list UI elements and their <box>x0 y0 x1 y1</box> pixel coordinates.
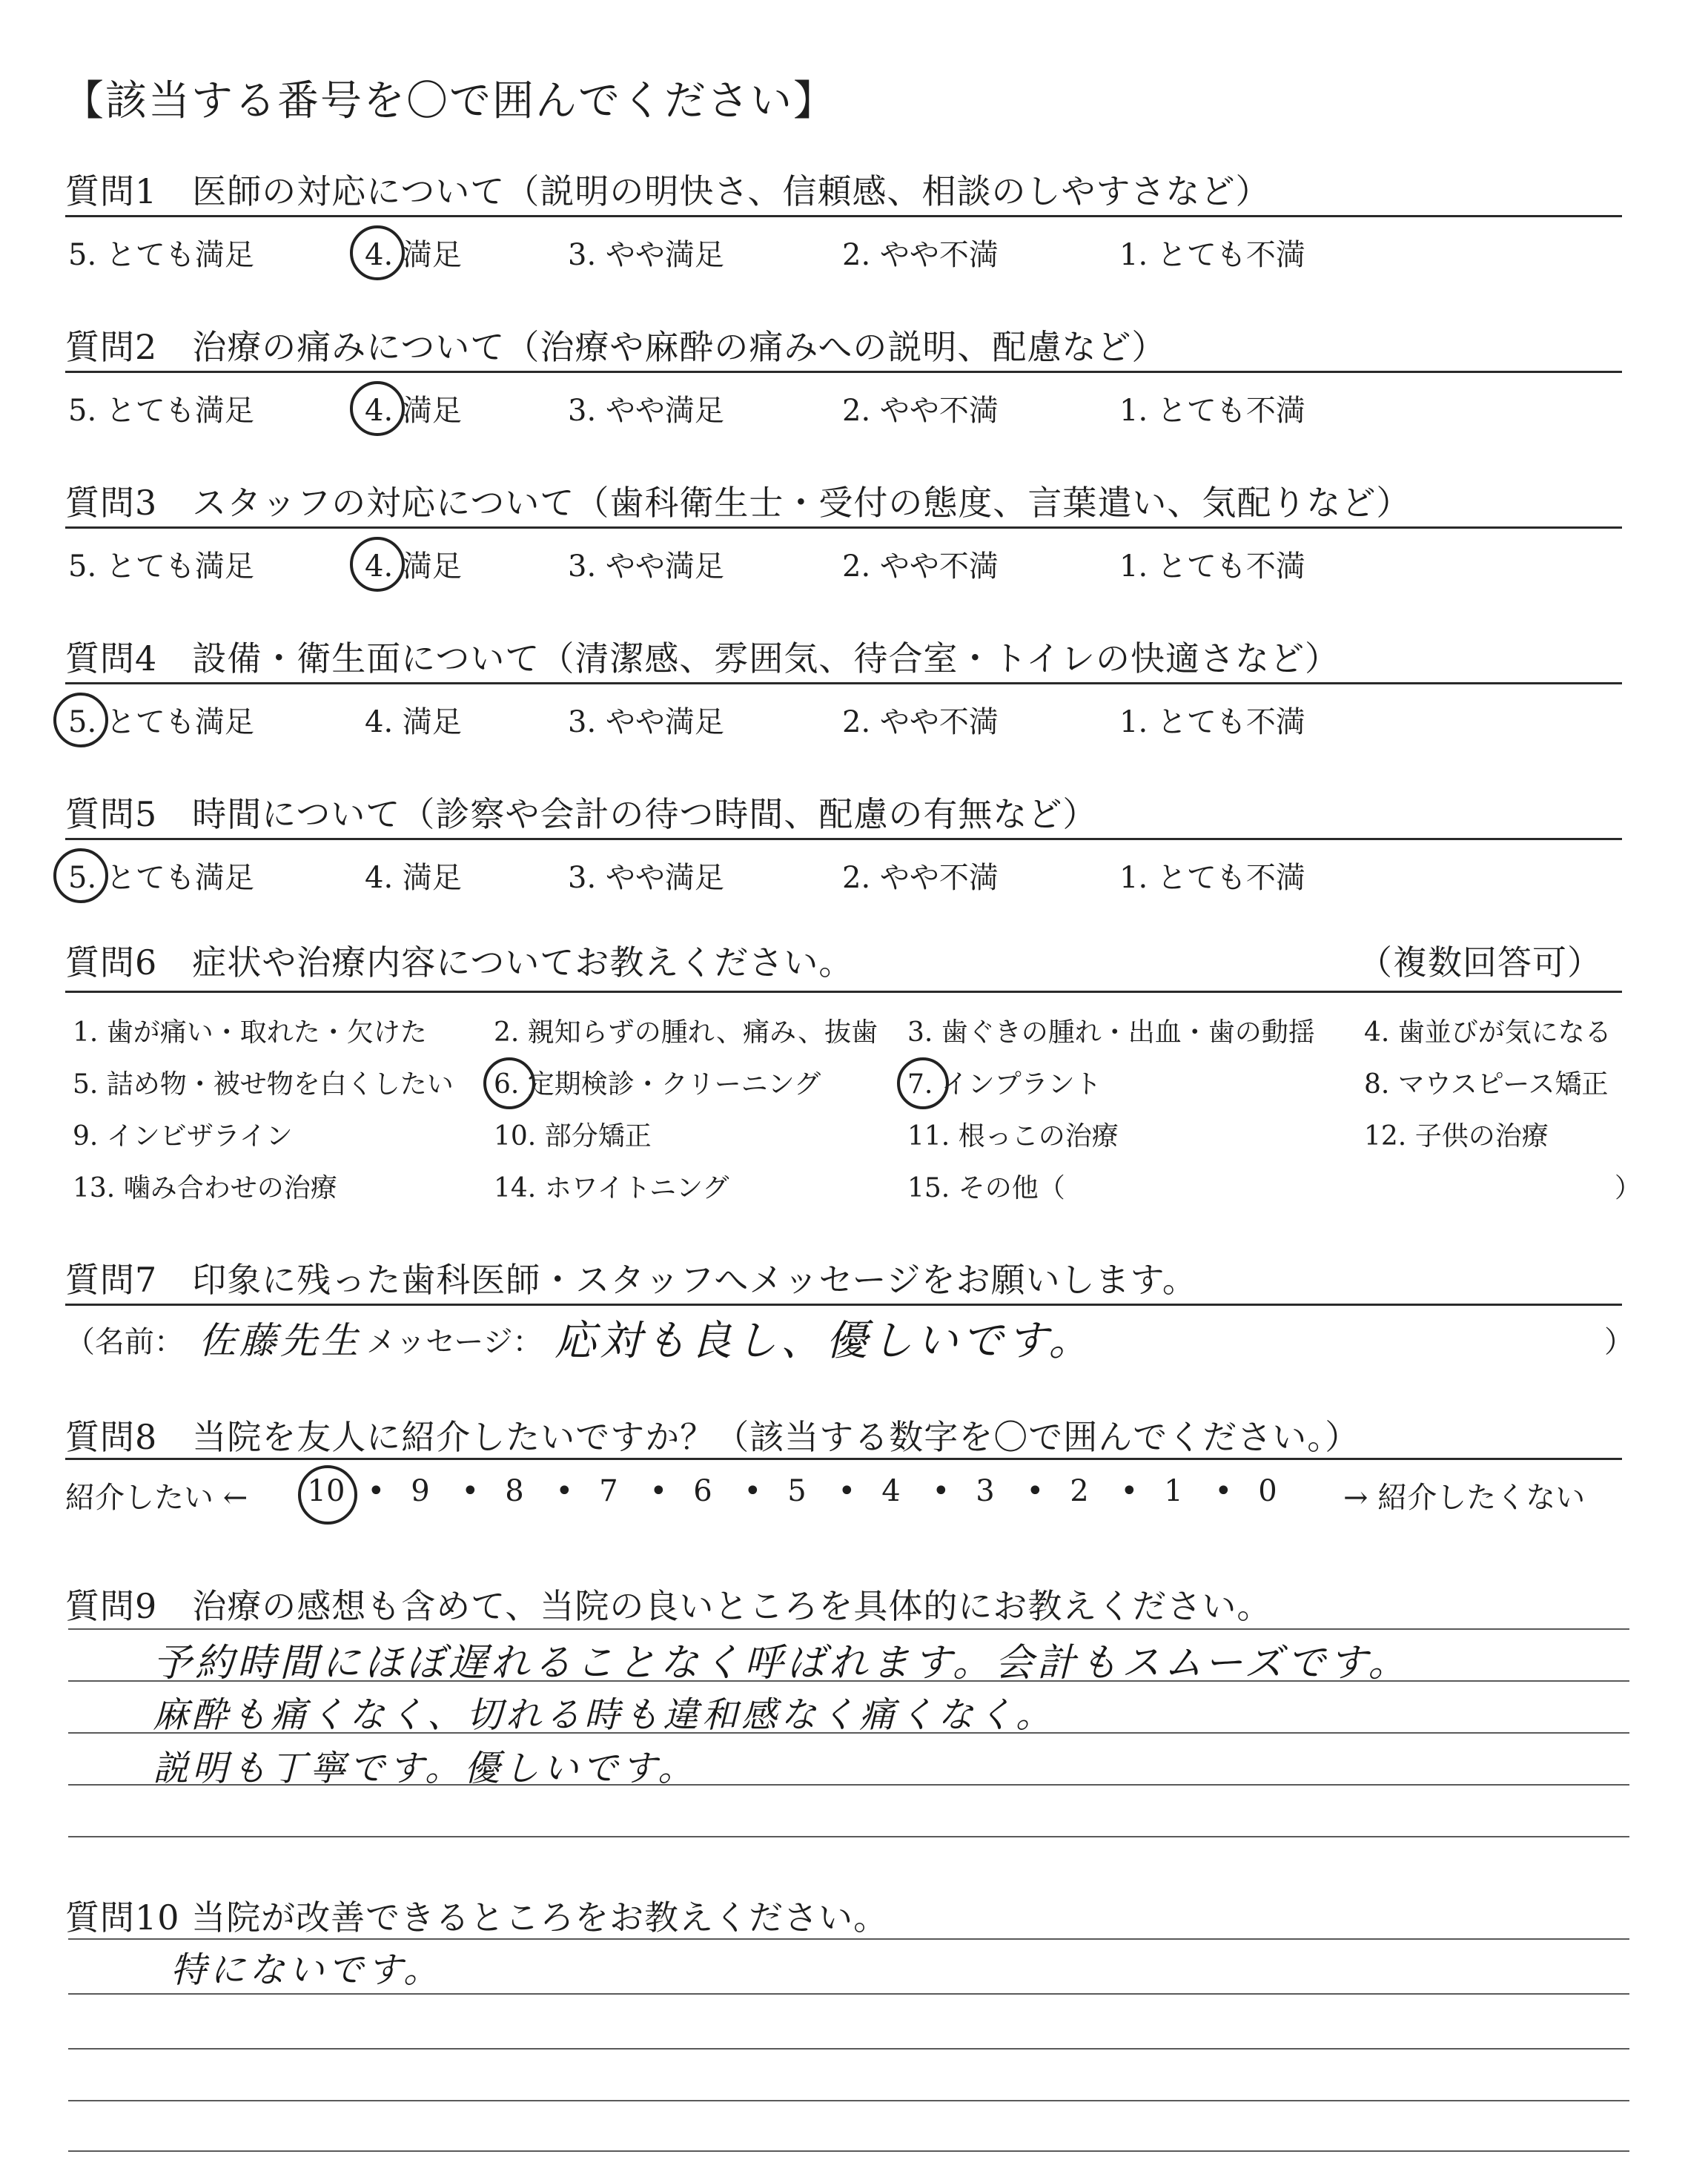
q8-scale-value[interactable]: 7 <box>599 1474 618 1508</box>
q5-option-5[interactable]: 5. とても満足 <box>68 861 254 895</box>
q2-option-5[interactable]: 5. とても満足 <box>68 394 254 428</box>
q7-title: 質問7 印象に残った歯科医師・スタッフへメッセージをお願いします。 <box>65 1260 1197 1300</box>
q4-option-3[interactable]: 3. やや満足 <box>568 705 724 739</box>
q6-option-11[interactable]: 11. 根っこの治療 <box>907 1121 1119 1152</box>
q6-option-7[interactable]: 7. インプラント <box>907 1069 1102 1100</box>
q9-line <box>68 1628 1629 1630</box>
q10-answer-line[interactable]: 特にないです。 <box>171 1949 443 1991</box>
q3-option-2[interactable]: 2. やや不満 <box>842 549 999 584</box>
q8-scale-value[interactable]: 4 <box>881 1474 901 1508</box>
q2-option-1[interactable]: 1. とても不満 <box>1119 394 1305 428</box>
q6-option-6[interactable]: 6. 定期検診・クリーニング <box>494 1069 821 1100</box>
q8-title: 質問8 当院を友人に紹介したいですか？（該当する数字を〇で囲んでください。） <box>65 1417 1360 1457</box>
q7-name-label: （名前： <box>65 1325 184 1359</box>
q8-left-label: 紹介したい ← <box>65 1481 248 1515</box>
q8-scale-value[interactable]: 3 <box>976 1474 995 1508</box>
q9-answer-line[interactable]: 麻酔も痛くなく、切れる時も違和感なく痛くなく。 <box>153 1694 1056 1736</box>
q1-title: 質問1 医師の対応について（説明の明快さ、信頼感、相談のしやすさなど） <box>65 171 1271 211</box>
q10-line <box>68 1938 1629 1940</box>
q4-rule <box>65 682 1622 684</box>
q8-scale-value[interactable]: 9 <box>411 1474 430 1508</box>
q6-rule <box>65 991 1622 993</box>
q4-option-5[interactable]: 5. とても満足 <box>68 705 254 739</box>
q9-line <box>68 1836 1629 1837</box>
q7-message-label: メッセージ： <box>366 1325 543 1359</box>
q8-scale-value[interactable]: 5 <box>787 1474 807 1508</box>
q8-scale-separator: • <box>555 1474 574 1508</box>
q9-answer-line[interactable]: 説明も丁寧です。優しいです。 <box>153 1748 698 1789</box>
q8-scale-separator: • <box>1214 1474 1233 1508</box>
q4-title: 質問4 設備・衛生面について（清潔感、雰囲気、待合室・トイレの快適さなど） <box>65 638 1340 678</box>
q8-scale-separator: • <box>1120 1474 1139 1508</box>
q6-option-14[interactable]: 14. ホワイトニング <box>494 1173 729 1203</box>
q1-option-5[interactable]: 5. とても満足 <box>68 238 254 272</box>
q8-rule <box>65 1458 1622 1460</box>
q6-option-10[interactable]: 10. 部分矯正 <box>494 1121 652 1152</box>
q2-rule <box>65 371 1622 373</box>
page-title: 【該当する番号を〇で囲んでください】 <box>62 77 836 125</box>
q1-option-3[interactable]: 3. やや満足 <box>568 238 724 272</box>
q8-scale-value[interactable]: 1 <box>1164 1474 1183 1508</box>
q4-option-2[interactable]: 2. やや不満 <box>842 705 999 739</box>
q8-scale-separator: • <box>461 1474 480 1508</box>
q3-option-4[interactable]: 4. 満足 <box>365 549 462 584</box>
q6-option-2[interactable]: 2. 親知らずの腫れ、痛み、抜歯 <box>494 1017 878 1048</box>
q6-option-13[interactable]: 13. 噛み合わせの治療 <box>73 1173 337 1203</box>
q2-title: 質問2 治療の痛みについて（治療や麻酔の痛みへの説明、配慮など） <box>65 327 1167 367</box>
q8-scale-separator: • <box>367 1474 385 1508</box>
q3-rule <box>65 526 1622 529</box>
q6-option-5[interactable]: 5. 詰め物・被せ物を白くしたい <box>73 1069 454 1100</box>
q6-option-9[interactable]: 9. インビザライン <box>73 1121 293 1152</box>
q5-option-3[interactable]: 3. やや満足 <box>568 861 724 895</box>
q1-option-1[interactable]: 1. とても不満 <box>1119 238 1305 272</box>
q3-option-3[interactable]: 3. やや満足 <box>568 549 724 584</box>
q6-option-4[interactable]: 4. 歯並びが気になる <box>1364 1017 1612 1048</box>
q8-scale-value[interactable]: 8 <box>505 1474 524 1508</box>
q10-title: 質問10 当院が改善できるところをお教えください。 <box>65 1898 889 1938</box>
q9-answer-line[interactable]: 予約時間にほぼ遅れることなく呼ばれます。会計もスムーズです。 <box>153 1641 1411 1685</box>
q5-option-1[interactable]: 1. とても不満 <box>1119 861 1305 895</box>
q8-scale-separator: • <box>838 1474 856 1508</box>
q5-rule <box>65 838 1622 840</box>
q5-title: 質問5 時間について（診察や会計の待つ時間、配慮の有無など） <box>65 794 1098 834</box>
q6-title: 質問6 症状や治療内容についてお教えください。 <box>65 942 854 982</box>
q4-option-1[interactable]: 1. とても不満 <box>1119 705 1305 739</box>
q8-scale-separator: • <box>932 1474 950 1508</box>
q7-name-value[interactable]: 佐藤先生 <box>199 1319 362 1362</box>
q8-right-label: → 紹介したくない <box>1343 1481 1586 1515</box>
q8-scale-value[interactable]: 6 <box>693 1474 712 1508</box>
q7-rule <box>65 1304 1622 1306</box>
q6-option-8[interactable]: 8. マウスピース矯正 <box>1364 1069 1609 1100</box>
q2-option-4[interactable]: 4. 満足 <box>365 394 462 428</box>
q7-message-value[interactable]: 応対も良し、優しいです。 <box>555 1317 1094 1365</box>
q4-option-4[interactable]: 4. 満足 <box>365 705 462 739</box>
q3-option-1[interactable]: 1. とても不満 <box>1119 549 1305 584</box>
q5-option-2[interactable]: 2. やや不満 <box>842 861 999 895</box>
q10-line <box>68 2048 1629 2050</box>
q1-option-4[interactable]: 4. 満足 <box>365 238 462 272</box>
q1-option-2[interactable]: 2. やや不満 <box>842 238 999 272</box>
q5-option-4[interactable]: 4. 満足 <box>365 861 462 895</box>
q3-title: 質問3 スタッフの対応について（歯科衛生士・受付の態度、言葉遣い、気配りなど） <box>65 483 1411 523</box>
q10-line <box>68 2150 1629 2152</box>
q8-scale-separator: • <box>649 1474 668 1508</box>
q6-other-close-paren: ） <box>1615 1173 1642 1203</box>
q8-scale-separator: • <box>744 1474 762 1508</box>
q6-option-12[interactable]: 12. 子供の治療 <box>1364 1121 1549 1152</box>
q2-option-2[interactable]: 2. やや不満 <box>842 394 999 428</box>
q2-option-3[interactable]: 3. やや満足 <box>568 394 724 428</box>
q6-option-3[interactable]: 3. 歯ぐきの腫れ・出血・歯の動揺 <box>907 1017 1315 1048</box>
q1-rule <box>65 215 1622 217</box>
q8-scale-value[interactable]: 10 <box>307 1474 345 1508</box>
q8-scale-separator: • <box>1026 1474 1045 1508</box>
q3-option-5[interactable]: 5. とても満足 <box>68 549 254 584</box>
q10-line <box>68 2100 1629 2101</box>
q7-close-paren: ） <box>1604 1325 1634 1359</box>
q8-scale-value[interactable]: 0 <box>1258 1474 1277 1508</box>
q6-note: （複数回答可） <box>1358 942 1602 982</box>
q8-scale-value[interactable]: 2 <box>1070 1474 1089 1508</box>
q6-option-1[interactable]: 1. 歯が痛い・取れた・欠けた <box>73 1017 427 1048</box>
q10-line <box>68 1993 1629 1995</box>
q6-option-15[interactable]: 15. その他（ <box>907 1173 1065 1203</box>
q9-title: 質問9 治療の感想も含めて、当院の良いところを具体的にお教えください。 <box>65 1586 1272 1626</box>
